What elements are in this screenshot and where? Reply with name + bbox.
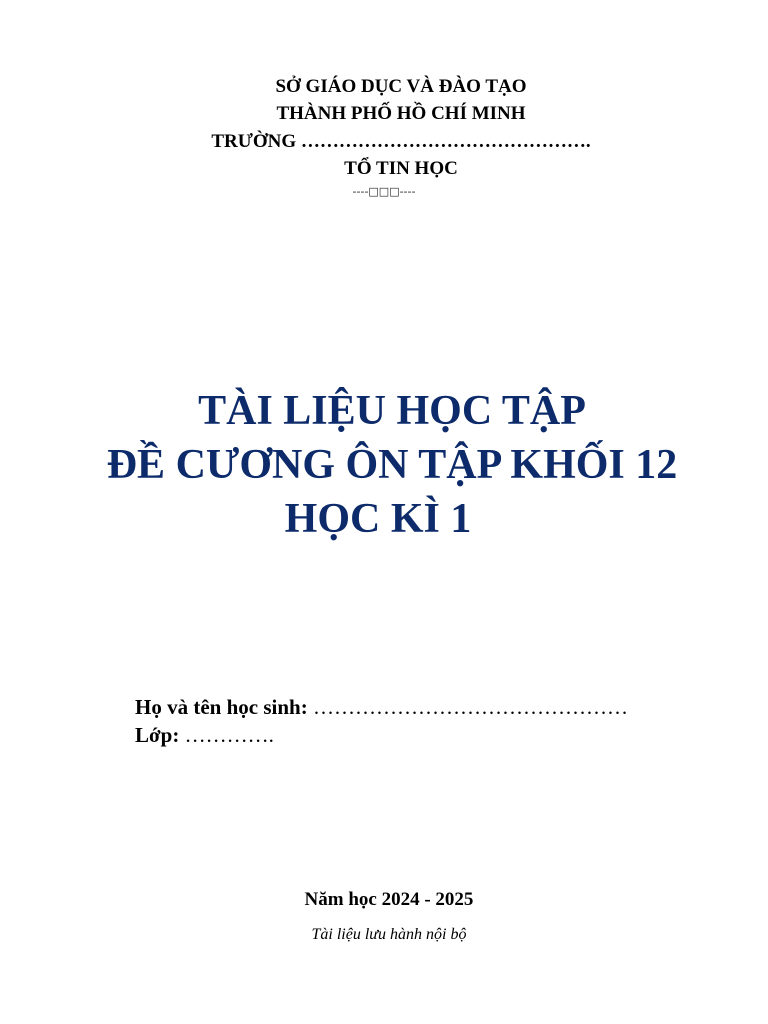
city-heading: THÀNH PHỐ HỒ CHÍ MINH: [276, 103, 526, 124]
document-title-line-1: TÀI LIỆU HỌC TẬP: [198, 388, 586, 434]
class-label: Lớp:: [135, 723, 180, 747]
class-blank: ………….: [184, 723, 274, 747]
department-heading: SỞ GIÁO DỤC VÀ ĐÀO TẠO: [275, 76, 527, 97]
school-heading: TRƯỜNG ……………………………………….: [211, 131, 591, 152]
student-name-blank: ………………………………………: [312, 695, 628, 719]
document-title-line-3: HỌC KÌ 1: [284, 496, 472, 542]
student-name-label: Họ và tên học sinh:: [135, 695, 308, 719]
class-field: [135, 722, 274, 748]
group-heading: TỔ TIN HỌC: [344, 158, 458, 179]
document-title-line-2: ĐỀ CƯƠNG ÔN TẬP KHỐI 12: [106, 442, 678, 488]
internal-circulation-note: Tài liệu lưu hành nội bộ: [311, 926, 467, 943]
ornament-divider: ----□□□----: [352, 185, 416, 198]
school-year: Năm học 2024 - 2025: [304, 889, 474, 910]
student-name-field: [135, 694, 628, 720]
